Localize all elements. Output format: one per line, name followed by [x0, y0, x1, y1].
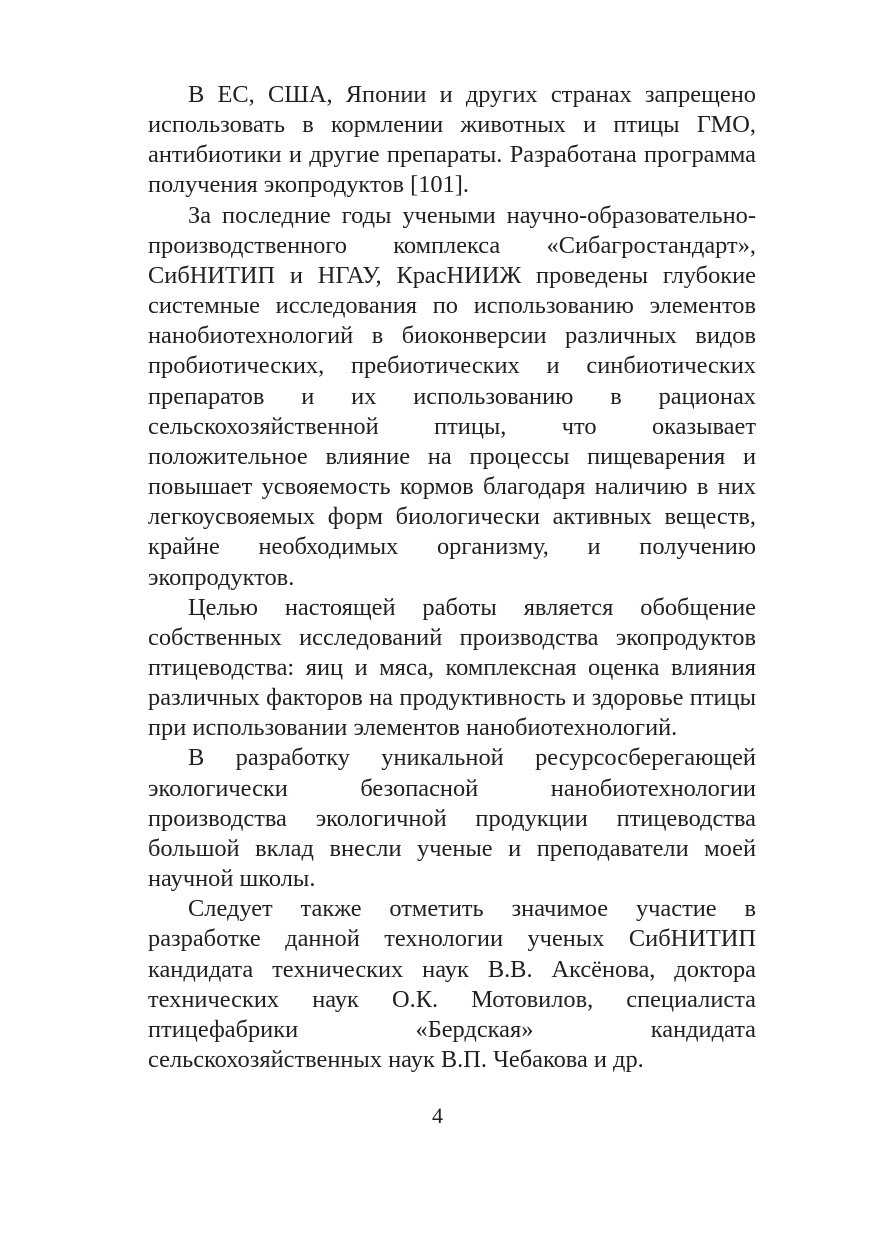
paragraph: Следует также отметить значимое участие в разработке данной технологии ученых СибНИТИП кандидата технических наук В.В. Аксёнова, доктора технических наук О.К. Мотовилов, специалиста птицефабрики «Бердская» кандидата сельскохозяйственных наук В.П. Чебакова и др. — [148, 895, 756, 1073]
paragraph: Целью настоящей работы является обобщение собственных исследований производства экопродуктов птицеводства: яиц и мяса, комплексная оценка влияния различных факторов на продуктивность и здоровье птицы при использовании элементов нанобиотехнологий. — [148, 593, 756, 742]
body-text — [148, 80, 756, 1075]
paragraph: В разработку уникальной ресурсосберегающей экологически безопасной нанобиотехнологии производства экологичной продукции птицеводства большой вклад внесли ученые и преподаватели моей научной школы. — [148, 744, 756, 893]
paragraph: За последние годы учеными научно-образовательно-производственного комплекса «Сибагростандарт», СибНИТИП и НГАУ, КрасНИИЖ проведены глубокие системные исследования по использованию элементов нанобиотехнологий в биоконверсии различных видов пробиотических, пребиотических и синбиотических препаратов и их использованию в рационах сельскохозяйственной птицы, что оказывает положительное влияние на процессы пищеварения и повышает усвояемость кормов благодаря наличию в них легкоусвояемых форм биологически активных веществ, крайне необходимых организму, и получению экопродуктов. — [148, 201, 756, 591]
page-number: 4 — [432, 1103, 443, 1128]
paragraph: В ЕС, США, Японии и других странах запрещено использовать в кормлении животных и птицы ГМО, антибиотики и другие препараты. Разработана программа получения экопродуктов [101]. — [148, 81, 756, 199]
